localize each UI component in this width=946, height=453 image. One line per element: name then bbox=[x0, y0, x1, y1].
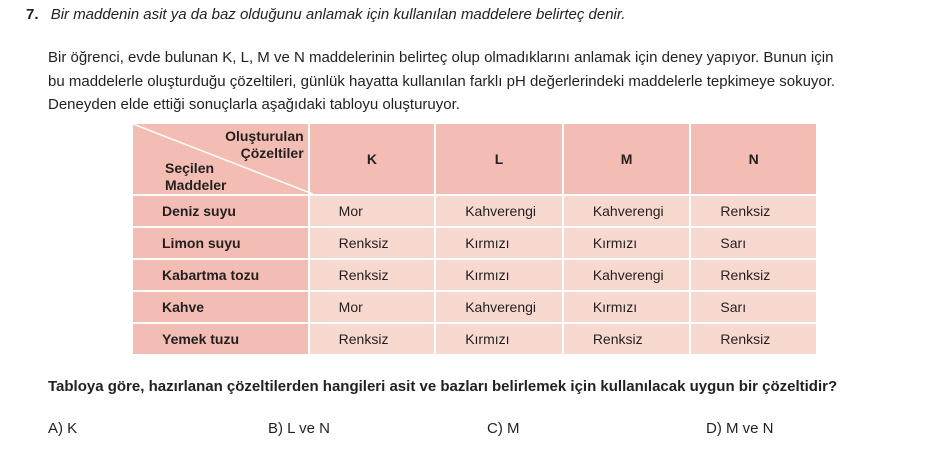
table-cell: Renksiz bbox=[309, 259, 436, 291]
table-cell: Renksiz bbox=[563, 323, 691, 355]
corner-row-label: Seçilen Maddeler bbox=[165, 160, 227, 193]
option-b[interactable]: B) L ve N bbox=[268, 420, 330, 437]
table-row bbox=[132, 227, 817, 259]
option-d[interactable]: D) M ve N bbox=[706, 420, 774, 437]
results-table bbox=[131, 122, 818, 356]
column-header-m: M bbox=[563, 123, 691, 195]
row-header: Kahve bbox=[132, 291, 309, 323]
question-number: 7. bbox=[26, 6, 39, 23]
table-cell: Kahverengi bbox=[563, 195, 691, 227]
row-header: Yemek tuzu bbox=[132, 323, 309, 355]
table-row bbox=[132, 195, 817, 227]
table-cell: Renksiz bbox=[690, 323, 817, 355]
table-cell: Sarı bbox=[690, 291, 817, 323]
question-header bbox=[26, 6, 625, 23]
table-cell: Renksiz bbox=[309, 323, 436, 355]
table-cell: Renksiz bbox=[690, 259, 817, 291]
table-header-row bbox=[132, 123, 817, 195]
table-cell: Kahverengi bbox=[563, 259, 691, 291]
description-paragraph bbox=[48, 46, 938, 117]
table-cell: Kırmızı bbox=[563, 291, 691, 323]
question-stem: Bir maddenin asit ya da baz olduğunu anlamak için kullanılan maddelere belirteç denir. bbox=[50, 6, 626, 23]
table-cell: Mor bbox=[309, 291, 436, 323]
table-corner-cell bbox=[132, 123, 309, 195]
row-header: Deniz suyu bbox=[132, 195, 309, 227]
table-row bbox=[132, 323, 817, 355]
table-cell: Renksiz bbox=[309, 227, 436, 259]
column-header-k: K bbox=[309, 123, 436, 195]
table-cell: Mor bbox=[309, 195, 436, 227]
table-cell: Kırmızı bbox=[435, 323, 563, 355]
corner-column-label: Oluşturulan Çözeltiler bbox=[225, 128, 304, 161]
paragraph-line: Bir öğrenci, evde bulunan K, L, M ve N maddelerinin belirteç olup olmadıklarını anlamak için deney yapıyor. Bunun için bbox=[48, 49, 834, 66]
option-a[interactable]: A) K bbox=[48, 420, 78, 437]
paragraph-line: Deneyden elde ettiği sonuçlarla aşağıdaki tabloyu oluşturuyor. bbox=[48, 96, 460, 113]
table-cell: Kahverengi bbox=[435, 195, 563, 227]
table-row bbox=[132, 291, 817, 323]
table-row bbox=[132, 259, 817, 291]
table-cell: Renksiz bbox=[690, 195, 817, 227]
column-header-l: L bbox=[435, 123, 563, 195]
row-header: Limon suyu bbox=[132, 227, 309, 259]
column-header-n: N bbox=[690, 123, 817, 195]
table-cell: Kahverengi bbox=[435, 291, 563, 323]
table-cell: Kırmızı bbox=[563, 227, 691, 259]
question-text: Tabloya göre, hazırlanan çözeltilerden hangileri asit ve bazları belirlemek için kullanılacak uygun bir çözeltidir? bbox=[48, 378, 838, 395]
row-header: Kabartma tozu bbox=[132, 259, 309, 291]
table-cell: Kırmızı bbox=[435, 259, 563, 291]
table-cell: Sarı bbox=[690, 227, 817, 259]
table-cell: Kırmızı bbox=[435, 227, 563, 259]
paragraph-line: bu maddelerle oluşturduğu çözeltileri, günlük hayatta kullanılan farklı pH değerlerindeki maddelerle tepkimeye sokuyor. bbox=[48, 72, 836, 90]
option-c[interactable]: C) M bbox=[487, 420, 520, 437]
